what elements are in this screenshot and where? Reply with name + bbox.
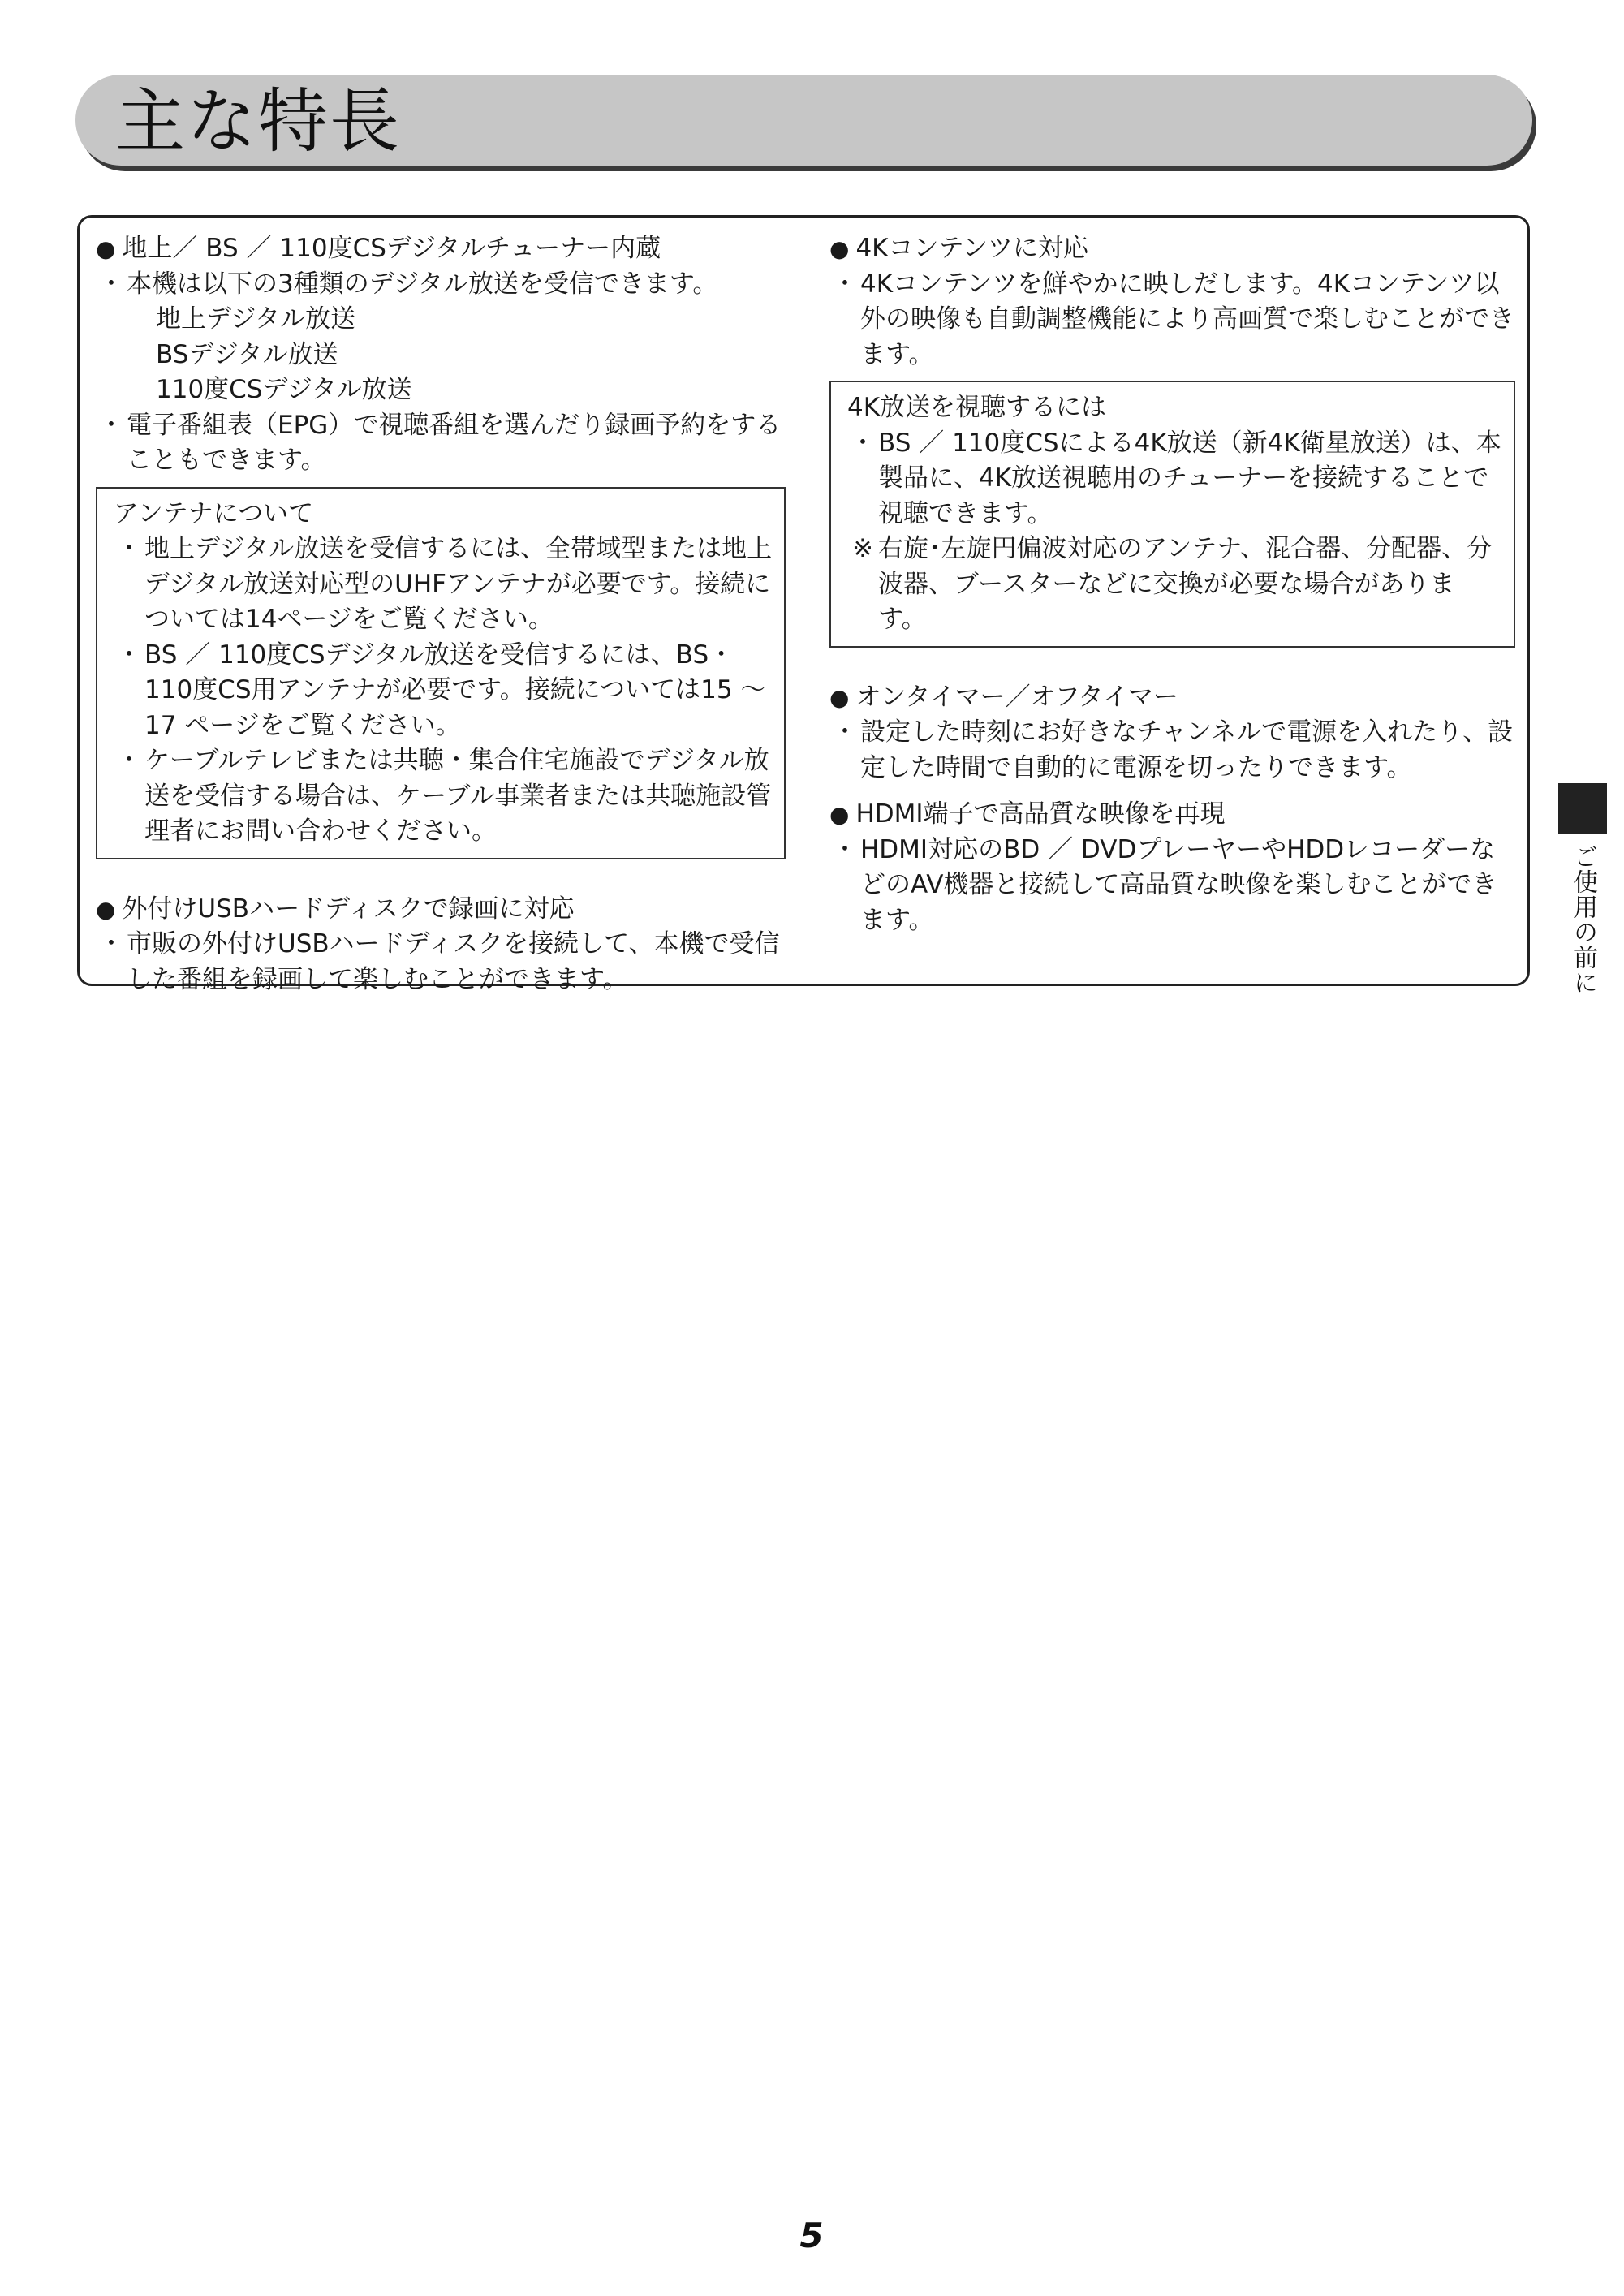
list-item <box>829 267 1519 373</box>
bullet-mark: ・ <box>98 410 124 440</box>
bullet-mark: ・ <box>832 834 858 864</box>
section-heading-usb <box>96 892 786 928</box>
bullet-dot-icon: ● <box>96 895 116 923</box>
section-heading-hdmi <box>829 797 1519 833</box>
list-item <box>96 267 786 303</box>
heading-text: 外付けUSBハードディスクで録画に対応 <box>122 894 575 924</box>
section-heading-timer <box>829 680 1519 716</box>
list-item <box>114 532 773 638</box>
section-heading-tuner <box>96 231 786 267</box>
4k-broadcast-note-box <box>829 381 1515 648</box>
bullet-text: 設定した時刻にお好きなチャンネルで電源を入れたり、設定した時間で自動的に電源を切ったりできます。 <box>860 717 1514 782</box>
left-column <box>96 231 786 997</box>
heading-text: HDMI端子で高品質な映像を再現 <box>855 799 1226 829</box>
bullet-mark: ・ <box>98 929 124 958</box>
list-item <box>829 715 1519 786</box>
broadcast-type: BSデジタル放送 <box>156 339 338 369</box>
bullet-dot-icon: ● <box>96 235 116 262</box>
chapter-tab-marker <box>1558 783 1607 834</box>
list-item <box>829 833 1519 939</box>
bullet-mark: ・ <box>116 640 142 670</box>
bullet-text: 4Kコンテンツを鮮やかに映しだします。4Kコンテンツ以外の映像も自動調整機能により高画質で楽しむことができます。 <box>860 269 1514 369</box>
chapter-tab-label: ご使用の前に <box>1569 844 1597 995</box>
right-column <box>829 231 1519 938</box>
bullet-mark: ・ <box>832 269 858 299</box>
list-item <box>114 638 773 744</box>
bullet-mark: ・ <box>116 746 142 775</box>
bullet-text: BS ／ 110度CSによる4K放送（新4K衛星放送）は、本製品に、4K放送視聴用のチューナーを接続することで視聴できます。 <box>878 428 1501 528</box>
note-mark: ※ <box>852 534 873 563</box>
broadcast-type: 地上デジタル放送 <box>156 304 356 334</box>
antenna-box-title: アンテナについて <box>114 498 314 528</box>
broadcast-type: 110度CSデジタル放送 <box>156 375 412 404</box>
heading-text: 4Kコンテンツに対応 <box>855 234 1088 263</box>
bullet-mark: ・ <box>98 269 124 299</box>
page-title: 主な特長 <box>115 81 401 162</box>
caution-note <box>847 532 1502 638</box>
bullet-text: HDMI対応のBD ／ DVDプレーヤーやHDDレコーダーなどのAV機器と接続して高品質な映像を楽しむことができます。 <box>860 834 1497 935</box>
bullet-dot-icon: ● <box>829 801 850 828</box>
list-item <box>96 408 786 479</box>
bullet-text: BS ／ 110度CSデジタル放送を受信するには、BS・110度CS用アンテナが必要です。接続については15 ～ 17 ページをご覧ください。 <box>144 640 766 740</box>
bullet-text: 電子番組表（EPG）で視聴番組を選んだり録画予約をすることもできます。 <box>127 410 782 475</box>
section-heading-4k <box>829 231 1519 267</box>
bullet-dot-icon: ● <box>829 235 850 262</box>
4k-box-title: 4K放送を視聴するには <box>847 393 1107 422</box>
bullet-dot-icon: ● <box>829 683 850 711</box>
bullet-text: ケーブルテレビまたは共聴・集合住宅施設でデジタル放送を受信する場合は、ケーブル事業者または共聴施設管理者にお問い合わせください。 <box>144 746 772 846</box>
list-item <box>114 743 773 850</box>
bullet-text: 本機は以下の3種類のデジタル放送を受信できます。 <box>127 269 718 299</box>
heading-text: オンタイマー／オフタイマー <box>855 682 1178 712</box>
bullet-text: 市販の外付けUSBハードディスクを接続して、本機で受信した番組を録画して楽しむことができます。 <box>127 929 780 994</box>
list-item <box>847 426 1502 532</box>
bullet-mark: ・ <box>832 717 858 747</box>
bullet-mark: ・ <box>116 534 142 563</box>
heading-text: 地上／ BS ／ 110度CSデジタルチューナー内蔵 <box>122 234 661 263</box>
antenna-note-box <box>96 487 786 859</box>
bullet-text: 地上デジタル放送を受信するには、全帯域型または地上デジタル放送対応型のUHFアンテナが必要です。接続については14ページをご覧ください。 <box>144 534 773 634</box>
list-item <box>96 927 786 997</box>
bullet-mark: ・ <box>850 428 876 458</box>
page-number: 5 <box>799 2216 824 2255</box>
note-text: 右旋･左旋円偏波対応のアンテナ、混合器、分配器、分波器、ブースターなどに交換が必要な場合があります。 <box>878 534 1493 634</box>
